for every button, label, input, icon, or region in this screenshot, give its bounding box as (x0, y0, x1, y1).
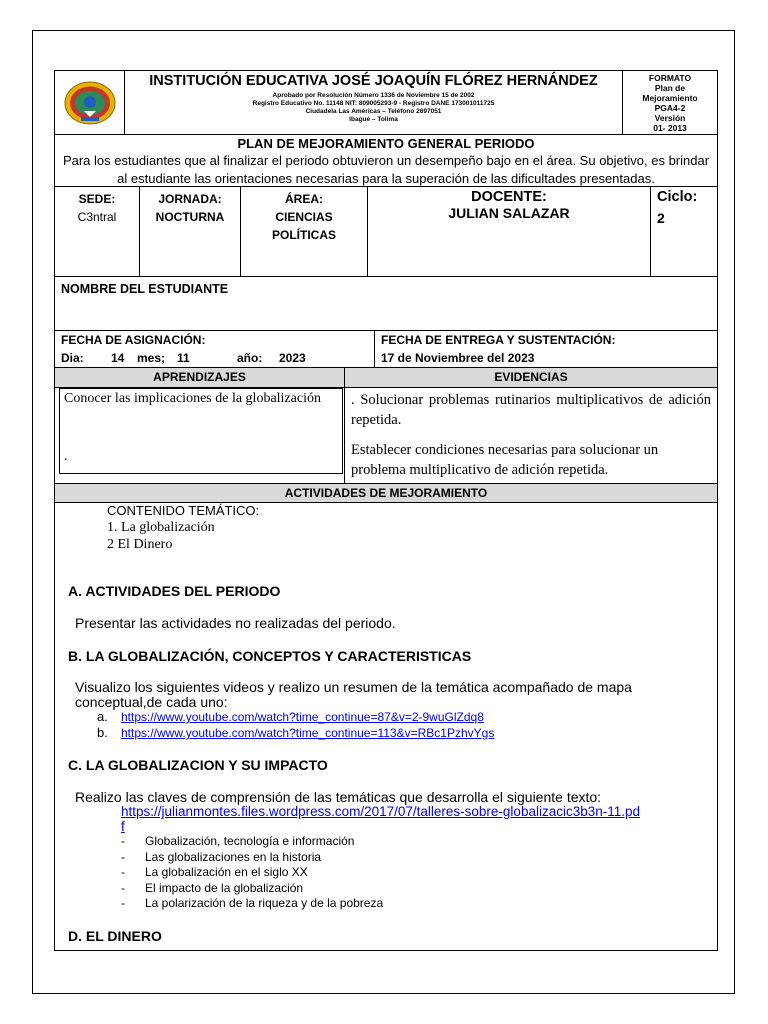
format-line: Versión (654, 113, 686, 123)
topics-list (121, 834, 383, 912)
info-row (55, 187, 717, 277)
aprendizaje-cell (55, 388, 345, 483)
section-c-heading: C. LA GLOBALIZACION Y SU IMPACTO (68, 757, 328, 773)
topic-item: - La polarización de la riqueza y de la pobreza (121, 896, 383, 912)
docente-label: DOCENTE: (471, 189, 547, 205)
evidencias-header: EVIDENCIAS (494, 370, 568, 384)
contenido-label: CONTENIDO TEMÁTICO: (107, 503, 260, 518)
docente-cell (368, 187, 651, 276)
link-b-marker: b. (97, 725, 108, 740)
format-line: FORMATO (648, 73, 692, 83)
mes-value: 11 (177, 351, 190, 365)
assignment-date-values (61, 349, 368, 367)
topic-item: - La globalización en el siglo XX (121, 865, 383, 881)
aprendizajes-header: APRENDIZAJES (55, 368, 345, 387)
evidencia-1: . Solucionar problemas rutinarios multiplicativos de adición repetida. (351, 392, 711, 428)
section-a-text: Presentar las actividades no realizadas del periodo. (75, 615, 396, 631)
section-d-heading: D. EL DINERO (68, 928, 162, 944)
sede-cell (55, 187, 140, 276)
institution-header (55, 71, 717, 135)
jornada-cell (140, 187, 241, 276)
aprendizaje-box (59, 388, 343, 474)
topic-item: - El impacto de la globalización (121, 881, 383, 897)
assignment-date-label: FECHA DE ASIGNACIÓN: (61, 333, 206, 347)
activities-header: ACTIVIDADES DE MEJORAMIENTO (284, 486, 488, 500)
delivery-date-value: 17 de Noviembree del 2023 (381, 351, 535, 365)
ciclo-cell (651, 187, 717, 276)
area-value-line2: POLÍTICAS (271, 228, 336, 242)
area-value-line1: CIENCIAS (275, 210, 333, 224)
city-text: Ibagué – Tolima (349, 116, 398, 123)
ciclo-label: Ciclo: (657, 189, 698, 205)
institution-name: INSTITUCIÓN EDUCATIVA JOSÉ JOAQUÍN FLÓREZ HERNÁNDEZ (149, 73, 598, 89)
registry-text: Registro Educativo No. 11148 NIT: 809005293-9 - Registro DANE 173001011725 (252, 100, 495, 107)
plan-description: Para los estudiantes que al finalizar el periodo obtuvieron un desempeño bajo en el área. Su objetivo, es brindar al estudiante las orientaciones necesarias para la superación de las dificultades presentadas. (62, 153, 710, 186)
contenido-item-1: 1. La globalización (107, 520, 215, 535)
learning-evidence-header (55, 368, 717, 388)
delivery-date-cell (375, 331, 717, 367)
evidencia-2: Establecer condiciones necesarias para solucionar un problema multiplicativo de adición repetida. (351, 442, 659, 478)
dates-row (55, 331, 717, 368)
jornada-value: NOCTURNA (155, 210, 225, 224)
format-line: PGA4-2 (654, 103, 686, 113)
ano-label: año: (237, 351, 263, 365)
format-line: 01- 2013 (653, 123, 687, 133)
approval-text: Aprobado por Resolución Número 1336 de Noviembre 15 de 2002 (272, 92, 475, 99)
plan-title: PLAN DE MEJORAMIENTO GENERAL PERIODO (237, 136, 535, 151)
video-link-b[interactable]: https://www.youtube.com/watch?time_continue=113&v=RBc1PzhvYgs (121, 726, 495, 740)
delivery-date-label: FECHA DE ENTREGA Y SUSTENTACIÓN: (381, 333, 616, 347)
aprendizaje-text: Conocer las implicaciones de la globalización (64, 391, 321, 406)
reading-link[interactable]: https://julianmontes.files.wordpress.com/2017/07/talleres-sobre-globalizacic3b3n-11.pdf (121, 804, 641, 834)
mes-label: mes; (137, 351, 166, 365)
area-cell (241, 187, 368, 276)
ciclo-value: 2 (657, 210, 665, 226)
student-name-label: NOMBRE DEL ESTUDIANTE (61, 282, 229, 296)
contenido-item-2: 2 El Dinero (107, 537, 173, 552)
school-crest-icon (64, 81, 116, 125)
aprendizaje-dot: . (64, 449, 68, 464)
area-label: ÁREA: (285, 192, 323, 206)
school-logo (55, 71, 125, 134)
assignment-date-cell (55, 331, 375, 367)
address-text: Ciudadela Las Américas – Teléfono 2697051 (305, 108, 442, 115)
section-b-text: Visualizo los siguientes videos y realizo un resumen de la temática acompañado de mapa conceptual,de cada uno: (75, 679, 632, 710)
format-line: Plan de (654, 83, 686, 93)
link-a-marker: a. (97, 709, 108, 724)
evidencias-cell (345, 388, 717, 483)
plan-section (55, 135, 717, 187)
section-c-text: Realizo las claves de comprensión de las temáticas que desarrolla el siguiente texto: (75, 789, 602, 805)
institution-info (125, 71, 623, 134)
learning-evidence-body (55, 388, 717, 484)
dia-value: 14 (111, 351, 125, 365)
jornada-label: JORNADA: (158, 192, 222, 206)
student-name-row (55, 277, 717, 331)
docente-value: JULIAN SALAZAR (448, 205, 570, 221)
section-b-heading: B. LA GLOBALIZACIÓN, CONCEPTOS Y CARACTERISTICAS (68, 648, 472, 664)
section-a-heading: A. ACTIVIDADES DEL PERIODO (68, 583, 281, 599)
topic-item: - Las globalizaciones en la historia (121, 850, 383, 866)
activities-header-row (55, 484, 717, 503)
dia-label: Dia: (61, 351, 84, 365)
sede-value: C3ntral (77, 210, 117, 224)
ano-value: 2023 (279, 351, 306, 365)
format-code (623, 71, 717, 134)
improvement-plan-document (54, 70, 718, 951)
format-line: Mejoramiento (642, 93, 698, 103)
activities-body (55, 503, 717, 950)
sede-label: SEDE: (78, 192, 116, 206)
topic-item: - Globalización, tecnología e información (121, 834, 383, 850)
video-link-a[interactable]: https://www.youtube.com/watch?time_continue=87&v=2-9wuGlZdq8 (121, 710, 484, 724)
